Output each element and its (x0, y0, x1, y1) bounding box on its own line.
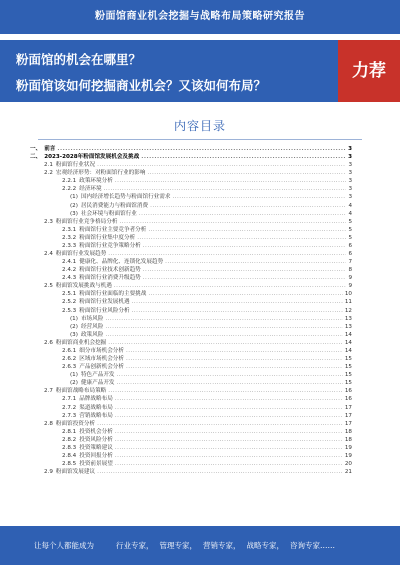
toc-leader-dots (117, 371, 343, 379)
toc-leader-dots (105, 323, 343, 331)
footer-bar (0, 526, 400, 565)
toc-entry-page: 4 (348, 210, 352, 217)
toc-entry-number: 2.8 (44, 420, 53, 427)
toc-leader-dots (117, 379, 343, 387)
toc-leader-dots (115, 412, 343, 420)
toc-entry[interactable] (30, 202, 352, 210)
table-of-contents (30, 145, 352, 476)
toc-entry-page: 8 (348, 267, 352, 274)
footer-tags (116, 540, 335, 551)
toc-entry[interactable] (30, 307, 352, 315)
toc-entry-text: 政策风险 (80, 331, 104, 338)
toc-entry-page: 19 (344, 444, 352, 451)
toc-entry[interactable] (30, 298, 352, 306)
toc-entry-number: 2.6.1 (62, 347, 77, 354)
toc-leader-dots (137, 234, 346, 242)
toc-entry-text: 粉面馆行业风险分析 (79, 307, 130, 314)
toc-entry[interactable] (30, 420, 352, 428)
toc-entry-text: 前言 (44, 146, 56, 152)
footer-tag: 战略专家， (246, 541, 284, 550)
toc-entry-page: 5 (348, 218, 352, 225)
toc-entry-number: 2.4 (44, 251, 53, 258)
toc-entry-number: 2.5 (44, 283, 53, 290)
toc-entry-page: 6 (348, 242, 352, 249)
toc-entry-text: 营销战略布局 (79, 412, 113, 419)
toc-entry[interactable] (30, 169, 352, 177)
toc-leader-dots (126, 363, 343, 371)
toc-leader-dots (105, 315, 343, 323)
toc-entry-number: 2.4.2 (62, 267, 77, 274)
toc-leader-dots (114, 282, 347, 290)
toc-entry-number: 2.8.1 (62, 428, 77, 435)
footer-slogan: 让每个人都能成为 (34, 541, 94, 550)
toc-entry-page: 15 (344, 364, 352, 371)
report-title: 粉面馆商业机会挖掘与战略布局策略研究报告 (95, 11, 305, 22)
toc-entry[interactable] (30, 274, 352, 282)
toc-entry-page: 15 (344, 372, 352, 379)
toc-entry-number: 2.7.3 (62, 412, 77, 419)
toc-entry[interactable] (30, 371, 352, 379)
toc-entry-page: 6 (348, 251, 352, 258)
toc-entry-text: 居民消费能力与粉面馆消费 (80, 202, 149, 209)
toc-entry[interactable] (30, 145, 352, 153)
toc-entry-number: 一、 (30, 146, 42, 152)
toc-divider (38, 139, 362, 140)
toc-entry[interactable] (30, 226, 352, 234)
report-title-bar (0, 0, 400, 34)
toc-entry-number: 2.8.2 (62, 436, 77, 443)
toc-entry-page: 11 (344, 299, 352, 306)
toc-leader-dots (115, 444, 343, 452)
toc-entry-text: 投资回报分析 (79, 452, 113, 459)
toc-entry-number: 2.7 (44, 388, 53, 395)
toc-leader-dots (115, 177, 347, 185)
toc-entry-text: 政策环境分析 (79, 178, 113, 185)
toc-leader-dots (108, 387, 343, 395)
toc-entry-page: 21 (344, 469, 352, 476)
toc-leader-dots (115, 452, 343, 460)
toc-entry-text: 产品创新机会分析 (79, 364, 124, 371)
toc-entry-number: 2.4.3 (62, 275, 77, 282)
toc-entry-text: 粉面馆发展挑战与机遇 (55, 283, 112, 290)
toc-entry-number: 2.5.3 (62, 307, 77, 314)
toc-entry-text: 粉面馆行业面临的主要挑战 (79, 291, 147, 298)
toc-entry-text: 品牌战略布局 (79, 396, 113, 403)
toc-entry-text: 细分市场机会分析 (79, 347, 124, 354)
toc-leader-dots (143, 242, 347, 250)
toc-leader-dots (105, 331, 343, 339)
toc-leader-dots (104, 185, 347, 193)
toc-entry-number: 2.2 (44, 170, 53, 177)
toc-entry[interactable] (30, 387, 352, 395)
toc-entry[interactable] (30, 282, 352, 290)
toc-entry-number: 2.6.3 (62, 364, 77, 371)
toc-entry[interactable] (30, 250, 352, 258)
toc-entry-text: 投资策略建议 (79, 444, 113, 451)
toc-entry-page: 16 (344, 396, 352, 403)
toc-entry-page: 13 (344, 315, 352, 322)
toc-entry[interactable] (30, 315, 352, 323)
toc-leader-dots (97, 161, 346, 169)
toc-leader-dots (147, 169, 346, 177)
toc-entry-number: 二、 (30, 154, 42, 161)
toc-entry-text: 国内经济增长趋势与粉面馆行业需求 (80, 194, 171, 201)
toc-entry-text: 粉面馆行业技术创新趋势 (79, 267, 141, 274)
toc-entry-page: 12 (344, 307, 352, 314)
toc-entry[interactable] (30, 452, 352, 460)
toc-entry[interactable] (30, 347, 352, 355)
toc-entry-page: 3 (348, 186, 352, 193)
toc-entry-text: 粉面馆投资分析 (55, 420, 96, 427)
toc-entry-text: 市场风险 (80, 315, 104, 322)
toc-entry-page: 15 (344, 380, 352, 387)
toc-entry-number: 2.9 (44, 469, 53, 476)
toc-entry-page: 18 (344, 436, 352, 443)
toc-entry-text: 2023-2028年粉面馆发展机会及挑战 (44, 154, 140, 161)
toc-entry-text: 粉面馆战略布局策略 (55, 388, 107, 395)
footer-tag: 管理专家， (159, 541, 197, 550)
toc-entry[interactable] (30, 363, 352, 371)
toc-entry-page: 3 (348, 146, 352, 152)
toc-leader-dots (172, 193, 346, 201)
toc-entry-page: 3 (348, 170, 352, 177)
toc-entry-number: 2.3.2 (62, 234, 77, 241)
toc-entry-number: (3) (70, 210, 78, 217)
toc-entry-text: 经营风险 (80, 323, 104, 330)
toc-entry[interactable] (30, 177, 352, 185)
banner-headline: 粉面馆的机会在哪里？ (16, 52, 142, 67)
toc-entry-number: 2.8.4 (62, 452, 77, 459)
toc-entry[interactable] (30, 331, 352, 339)
toc-entry[interactable] (30, 161, 352, 169)
toc-entry-text: 宏观经济形势：对粉面馆行业的影响 (55, 170, 146, 177)
toc-leader-dots (115, 460, 343, 468)
toc-entry-page: 17 (344, 404, 352, 411)
toc-entry-number: (2) (70, 380, 78, 387)
toc-entry-page: 17 (344, 420, 352, 427)
toc-entry-number: 2.1 (44, 162, 53, 169)
toc-entry-page: 13 (344, 323, 352, 330)
toc-entry-number: 2.3 (44, 218, 53, 225)
toc-leader-dots (148, 290, 343, 298)
toc-entry[interactable] (30, 395, 352, 403)
toc-entry[interactable] (30, 412, 352, 420)
toc-entry[interactable] (30, 210, 352, 218)
toc-entry[interactable] (30, 444, 352, 452)
toc-leader-dots (97, 420, 343, 428)
toc-entry[interactable] (30, 460, 352, 468)
toc-entry[interactable] (30, 436, 352, 444)
toc-entry-text: 社会环境与粉面馆行业 (80, 210, 137, 217)
toc-entry[interactable] (30, 266, 352, 274)
toc-entry-number: 2.7.1 (62, 396, 77, 403)
toc-entry-page: 3 (348, 154, 352, 161)
toc-entry[interactable] (30, 153, 352, 161)
toc-leader-dots (108, 250, 346, 258)
toc-entry-text: 渠道战略布局 (79, 404, 113, 411)
toc-entry-number: 2.4.1 (62, 259, 77, 266)
toc-leader-dots (97, 468, 343, 476)
toc-leader-dots (108, 339, 343, 347)
toc-entry-text: 经济环境 (79, 186, 102, 193)
toc-entry-text: 特色产品开发 (80, 372, 115, 379)
toc-title: 内容目录 (173, 119, 226, 133)
footer-tag: 行业专家， (116, 541, 154, 550)
toc-entry-number: 2.8.5 (62, 461, 77, 468)
toc-entry-number: 2.7.2 (62, 404, 77, 411)
toc-entry[interactable] (30, 242, 352, 250)
toc-leader-dots (165, 258, 346, 266)
toc-entry-number: 2.5.1 (62, 291, 77, 298)
toc-entry-page: 9 (348, 283, 352, 290)
toc-leader-dots (115, 428, 343, 436)
toc-entry-number: 2.6.2 (62, 356, 77, 363)
toc-entry[interactable] (30, 258, 352, 266)
toc-entry-text: 投资前景展望 (79, 461, 113, 468)
toc-leader-dots (143, 274, 347, 282)
toc-entry-number: (2) (70, 323, 78, 330)
footer-tag: 咨询专家…… (290, 541, 335, 550)
toc-leader-dots (119, 218, 346, 226)
toc-entry-page: 16 (344, 388, 352, 395)
toc-entry-text: 区域市场机会分析 (79, 356, 124, 363)
banner-subheadline: 粉面馆该如何挖掘商业机会？又该如何布局？ (16, 78, 267, 93)
toc-entry-page: 17 (344, 412, 352, 419)
toc-leader-dots (143, 266, 347, 274)
toc-entry-number: 2.8.3 (62, 444, 77, 451)
toc-entry-text: 粉面馆行业状况 (55, 162, 96, 169)
toc-entry[interactable] (30, 468, 352, 476)
toc-entry-number: 2.2.2 (62, 186, 77, 193)
toc-entry-page: 15 (344, 356, 352, 363)
toc-entry-page: 19 (344, 452, 352, 459)
toc-entry[interactable] (30, 404, 352, 412)
toc-entry-page: 5 (348, 234, 352, 241)
toc-leader-dots (126, 355, 343, 363)
toc-entry[interactable] (30, 339, 352, 347)
toc-leader-dots (150, 202, 346, 210)
toc-entry-page: 14 (344, 347, 352, 354)
toc-entry-text: 健康产品开发 (80, 380, 115, 387)
toc-entry-text: 粉面馆行业发展机遇 (79, 299, 130, 306)
toc-leader-dots (139, 210, 347, 218)
toc-entry-page: 5 (348, 226, 352, 233)
toc-entry-number: 2.2.1 (62, 178, 77, 185)
toc-entry[interactable] (30, 355, 352, 363)
toc-entry-number: 2.6 (44, 339, 53, 346)
toc-entry-page: 14 (344, 339, 352, 346)
toc-entry-page: 3 (348, 178, 352, 185)
toc-entry-page: 7 (348, 259, 352, 266)
toc-entry[interactable] (30, 234, 352, 242)
toc-leader-dots (115, 395, 343, 403)
toc-entry-page: 4 (348, 202, 352, 209)
toc-entry-text: 粉面馆发展建议 (55, 469, 96, 476)
toc-entry-page: 10 (344, 291, 352, 298)
toc-entry-text: 粉面馆商业机会挖掘 (55, 339, 107, 346)
toc-entry-page: 3 (348, 194, 352, 201)
toc-entry[interactable] (30, 290, 352, 298)
toc-leader-dots (115, 404, 343, 412)
toc-leader-dots (148, 226, 346, 234)
toc-entry[interactable] (30, 428, 352, 436)
toc-entry-number: (1) (70, 194, 78, 201)
toc-entry-page: 3 (348, 162, 352, 169)
toc-entry-number: 2.3.3 (62, 242, 77, 249)
toc-entry-text: 粉面馆行业发展趋势 (55, 251, 107, 258)
toc-entry-text: 粉面馆行业竞争格局分析 (55, 218, 118, 225)
toc-entry-text: 投资风险分析 (79, 436, 113, 443)
toc-entry-page: 14 (344, 331, 352, 338)
toc-entry[interactable] (30, 323, 352, 331)
toc-entry-number: 2.5.2 (62, 299, 77, 306)
toc-entry-number: 2.3.1 (62, 226, 77, 233)
toc-entry[interactable] (30, 193, 352, 201)
toc-entry-number: (3) (70, 331, 78, 338)
footer-tag: 营销专家， (203, 541, 241, 550)
toc-entry[interactable] (30, 185, 352, 193)
toc-entry-number: (1) (70, 372, 78, 379)
toc-entry-text: 粉面馆行业消费升级趋势 (79, 275, 141, 282)
toc-entry[interactable] (30, 218, 352, 226)
toc-leader-dots (57, 145, 346, 153)
toc-entry-text: 粉面馆行业竞争策略分析 (79, 242, 141, 249)
toc-leader-dots (132, 298, 343, 306)
toc-entry-text: 粉面馆行业主要竞争者分析 (79, 226, 147, 233)
toc-entry-page: 9 (348, 275, 352, 282)
toc-entry-text: 粉面馆行业集中度分析 (79, 234, 136, 241)
toc-leader-dots (141, 153, 346, 161)
toc-leader-dots (126, 347, 343, 355)
toc-entry-text: 健康化、品牌化、连锁化发展趋势 (79, 259, 164, 266)
toc-entry-text: 投资机会分析 (79, 428, 113, 435)
toc-leader-dots (115, 436, 343, 444)
toc-entry-number: (2) (70, 202, 78, 209)
toc-entry-page: 18 (344, 428, 352, 435)
toc-entry-page: 20 (344, 461, 352, 468)
toc-leader-dots (132, 307, 343, 315)
toc-entry-number: (1) (70, 315, 78, 322)
toc-entry[interactable] (30, 379, 352, 387)
brand-logo: 力荐 (338, 40, 400, 102)
